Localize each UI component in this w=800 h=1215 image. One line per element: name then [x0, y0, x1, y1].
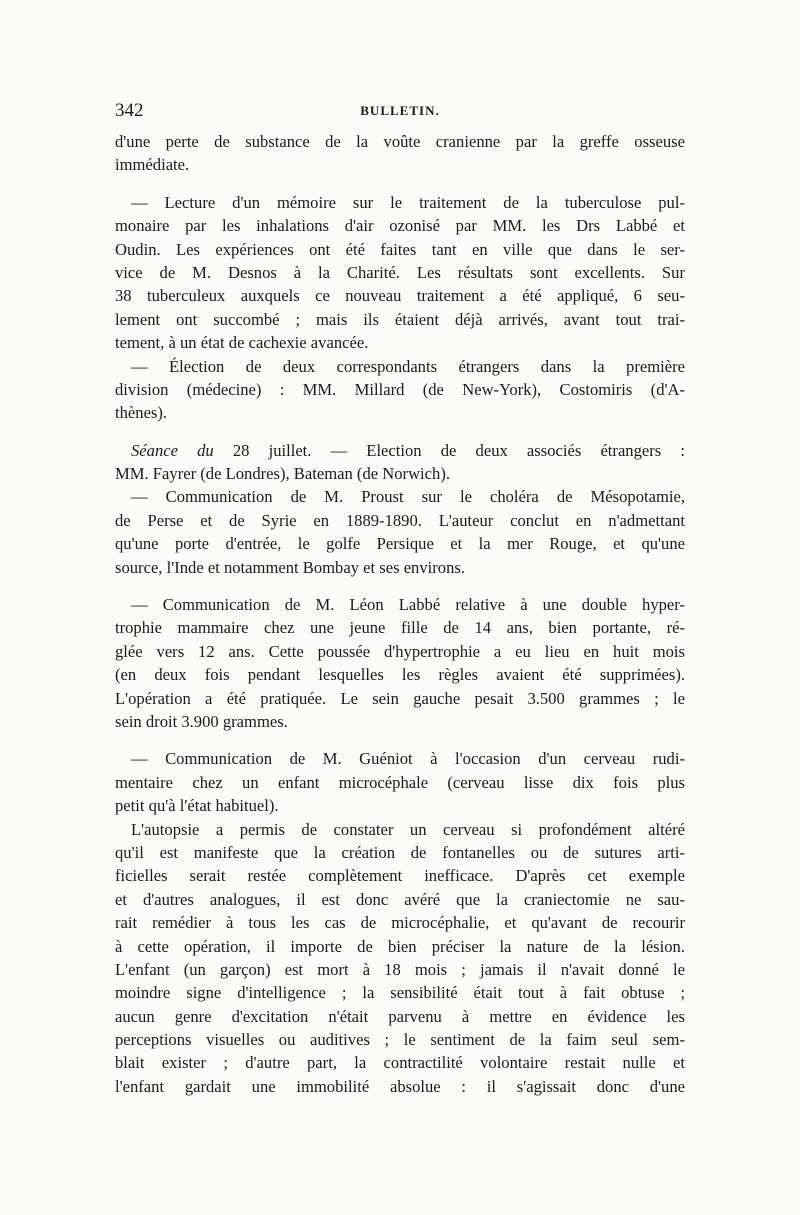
text-line: blait exister ; d'autre part, la contractilité volontaire restait nulle et [115, 1053, 685, 1073]
text-line: L'autopsie a permis de constater un cerveau si profondément altéré [131, 819, 685, 839]
paragraph [115, 747, 685, 817]
paragraph [115, 130, 685, 177]
text-line: 38 tuberculeux auxquels ce nouveau traitement a été appliqué, 6 seu- [115, 286, 685, 306]
text-line: lement ont succombé ; mais ils étaient déjà arrivés, avant tout trai- [115, 309, 685, 329]
text-line: ficielles serait restée complètement inefficace. D'après cet exemple [115, 866, 685, 886]
paragraph [115, 818, 685, 1099]
text-line: petit qu'à l'état habituel). [115, 796, 279, 816]
text-line: de Perse et de Syrie en 1889-1890. L'auteur conclut en n'admettant [115, 510, 685, 530]
text-line: à cette opération, il importe de bien préciser la nature de la lésion. [115, 936, 685, 956]
text-line: et d'autres analogues, il est donc avéré que la craniectomie ne sau- [115, 889, 685, 909]
page-number: 342 [115, 100, 144, 121]
text-line: perceptions visuelles ou auditives ; le sentiment de la faim seul sem- [115, 1030, 685, 1050]
text-line: — Lecture d'un mémoire sur le traitement de la tuberculose pul- [131, 192, 685, 212]
text-line: immédiate. [115, 155, 190, 175]
text-line: qu'une porte d'entrée, le golfe Persique et la mer Rouge, et qu'une [115, 534, 685, 554]
text-line: aucun genre d'excitation n'était parvenu à mettre en évidence les [115, 1006, 685, 1026]
text-line: mentaire chez un enfant microcéphale (cerveau lisse dix fois plus [115, 772, 685, 792]
text-line: L'enfant (un garçon) est mort à 18 mois ; jamais il n'avait donné le [115, 959, 685, 979]
text-line: trophie mammaire chez une jeune fille de 14 ans, bien portante, ré- [115, 618, 685, 638]
text-line: division (médecine) : MM. Millard (de New-York), Costomiris (d'A- [115, 379, 685, 399]
running-title: BULLETIN. [360, 103, 440, 118]
session-date-rest: 28 juillet. — Election de deux associés étrangers : [213, 440, 685, 460]
running-head [115, 100, 685, 122]
text-line: rait remédier à tous les cas de microcéphalie, et qu'avant de recourir [115, 913, 685, 933]
text-line: glée vers 12 ans. Cette poussée d'hypertrophie a eu lieu en huit mois [115, 641, 685, 661]
body-text [115, 130, 685, 1098]
text-line: qu'il est manifeste que la création de fontanelles ou de sutures arti- [115, 842, 685, 862]
text-line: — Communication de M. Proust sur le choléra de Mésopotamie, [131, 487, 685, 507]
text-line: — Élection de deux correspondants étrangers dans la première [131, 356, 685, 376]
text-line: L'opération a été pratiquée. Le sein gauche pesait 3.500 grammes ; le [115, 688, 685, 708]
paragraph [115, 191, 685, 355]
paragraph [115, 593, 685, 733]
paragraph [115, 439, 685, 486]
text-line: — Communication de M. Guéniot à l'occasion d'un cerveau rudi- [131, 749, 685, 769]
text-line: vice de M. Desnos à la Charité. Les résultats sont excellents. Sur [115, 262, 685, 282]
text-line: (en deux fois pendant lesquelles les règles avaient été supprimées). [115, 665, 685, 685]
text-line: MM. Fayrer (de Londres), Bateman (de Norwich). [115, 464, 450, 484]
text-line: Oudin. Les expériences ont été faites tant en ville que dans le ser- [115, 239, 685, 259]
text-line: monaire par les inhalations d'air ozonisé par MM. les Drs Labbé et [115, 216, 685, 236]
text-line: moindre signe d'intelligence ; la sensibilité était tout à fait obtuse ; [115, 983, 685, 1003]
text-line: d'une perte de substance de la voûte cranienne par la greffe osseuse [115, 132, 685, 151]
text-line: source, l'Inde et notamment Bombay et ses environs. [115, 557, 465, 577]
text-line: l'enfant gardait une immobilité absolue : il s'agissait donc d'une [115, 1076, 685, 1096]
paragraph [115, 355, 685, 425]
text-line [115, 439, 685, 462]
text-line: — Communication de M. Léon Labbé relative à une double hyper- [131, 595, 685, 615]
paragraph [115, 485, 685, 579]
text-line: tement, à un état de cachexie avancée. [115, 333, 369, 353]
text-line: sein droit 3.900 grammes. [115, 711, 288, 731]
session-date-lead: Séance du [131, 440, 214, 460]
text-line: thènes). [115, 403, 168, 423]
